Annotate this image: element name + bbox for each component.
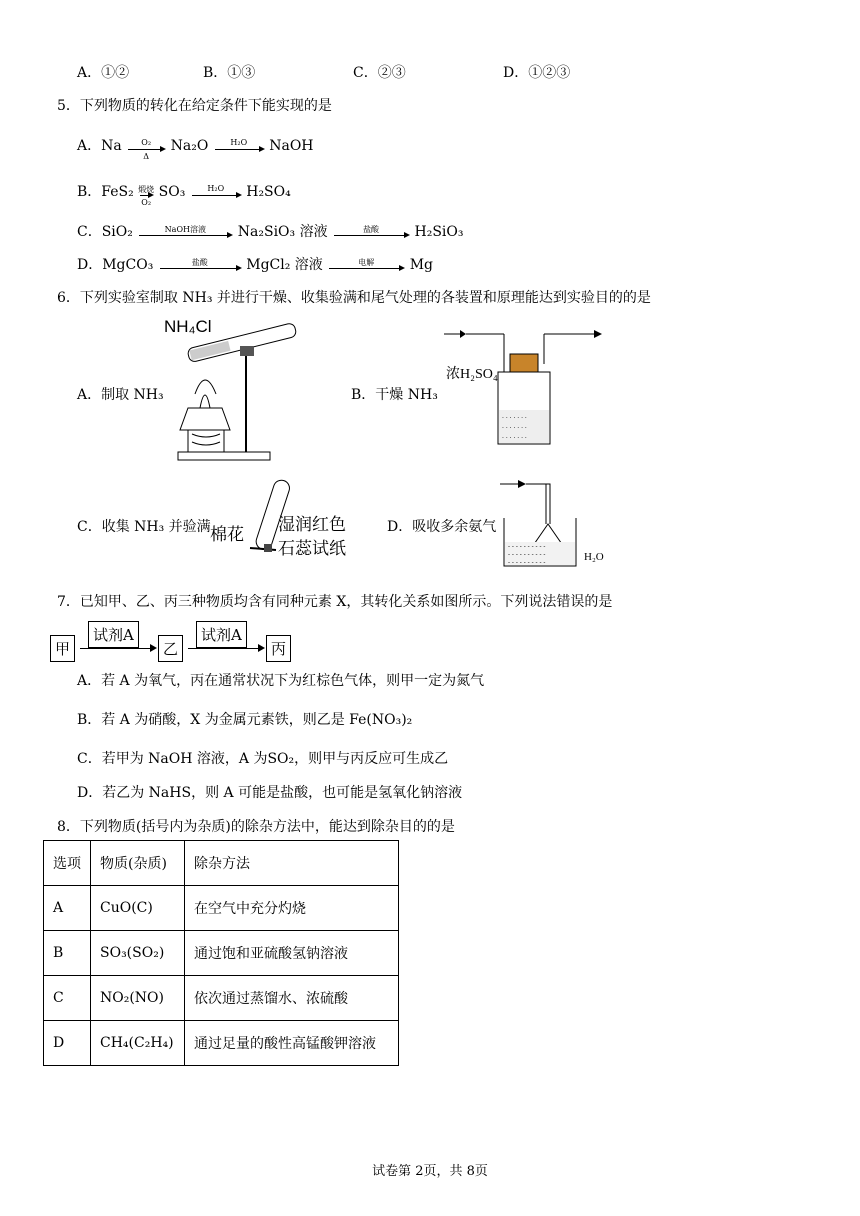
q5-stem: 5．下列物质的转化在给定条件下能实现的是	[57, 98, 332, 114]
svg-text:- - - - - - - - - -: - - - - - - - - - -	[508, 559, 546, 566]
q8-table	[43, 840, 399, 1066]
cotton-label: 棉花	[210, 525, 244, 544]
q7-option-a: A．若 A 为氧气，丙在通常状况下为红棕色气体，则甲一定为氮气	[77, 673, 485, 689]
h2so4-label: 浓H₂SO₄	[446, 367, 498, 382]
q4-option-d: D．①②③	[503, 65, 571, 81]
collection-tube-figure	[206, 478, 366, 564]
row-option: B	[44, 931, 91, 976]
box-jia: 甲	[50, 635, 75, 662]
q5-option-a: A．Na $\frac{\text{O₂}}{\Delta}$ Na₂O H₂O NaOH	[77, 138, 314, 161]
q4-option-b: B．①③	[203, 65, 256, 81]
row-method: 通过足量的酸性高锰酸钾溶液	[185, 1021, 399, 1066]
q5-option-d: D．MgCO₃ 盐酸 MgCl₂ 溶液 电解 Mg	[77, 257, 433, 273]
box-yi: 乙	[158, 635, 183, 662]
wash-bottle-figure	[444, 324, 612, 448]
header-substance: 物质(杂质)	[91, 841, 185, 886]
svg-text:. . . . . . .: . . . . . . .	[502, 413, 527, 420]
q8-stem: 8．下列物质(括号内为杂质)的除杂方法中，能达到除杂目的的是	[57, 819, 455, 835]
page-footer: 试卷第 2页，共 8页	[372, 1164, 488, 1179]
q6-option-d: D．吸收多余氨气	[387, 519, 497, 535]
q6-stem: 6．下列实验室制取 NH₃ 并进行干燥、收集验满和尾气处理的各装置和原理能达到实验目的的是	[57, 290, 651, 306]
table-row	[44, 1021, 399, 1066]
table-row	[44, 886, 399, 931]
row-substance: CuO(C)	[91, 886, 185, 931]
litmus-label-1: 湿润红色	[278, 515, 346, 534]
svg-text:. . . . . . .: . . . . . . .	[502, 423, 527, 430]
q6-option-c: C．收集 NH₃ 并验满	[77, 519, 211, 535]
q7-option-c: C．若甲为 NaOH 溶液，A 为SO₂，则甲与丙反应可生成乙	[77, 751, 449, 767]
row-option: C	[44, 976, 91, 1021]
header-method: 除杂方法	[185, 841, 399, 886]
q4-option-c: C．②③	[353, 65, 406, 81]
row-method: 在空气中充分灼烧	[185, 886, 399, 931]
q7-stem: 7．已知甲、乙、丙三种物质均含有同种元素 X，其转化关系如图所示。下列说法错误的是	[57, 594, 613, 610]
table-header-row	[44, 841, 399, 886]
svg-text:- - - - - - - - - -: - - - - - - - - - -	[508, 551, 546, 558]
water-label: H₂O	[584, 551, 604, 563]
row-option: A	[44, 886, 91, 931]
row-method: 依次通过蒸馏水、浓硫酸	[185, 976, 399, 1021]
reagent-box-2: 试剂A	[196, 621, 247, 648]
table-row	[44, 931, 399, 976]
heating-apparatus-figure	[160, 312, 320, 468]
q6-option-b: B．干燥 NH₃	[351, 387, 438, 403]
svg-text:. . . . . . .: . . . . . . .	[502, 433, 527, 440]
q5-option-c: C．SiO₂ NaOH溶液 Na₂SiO₃ 溶液 盐酸 H₂SiO₃	[77, 224, 464, 240]
nh4cl-label: NH₄Cl	[164, 317, 212, 336]
q5-option-b: B．FeS₂ 煅烧 O₂ SO₃ H₂O H₂SO₄	[77, 184, 291, 207]
q7-option-b: B．若 A 为硝酸，X 为金属元素铁，则乙是 Fe(NO₃)₂	[77, 712, 413, 728]
reagent-box-1: 试剂A	[88, 621, 139, 648]
table-row	[44, 976, 399, 1021]
row-substance: CH₄(C₂H₄)	[91, 1021, 185, 1066]
row-substance: SO₃(SO₂)	[91, 931, 185, 976]
q7-option-d: D．若乙为 NaHS，则 A 可能是盐酸，也可能是氢氧化钠溶液	[77, 785, 463, 801]
q6-option-a: A．制取 NH₃	[77, 387, 164, 403]
row-method: 通过饱和亚硫酸氢钠溶液	[185, 931, 399, 976]
header-option: 选项	[44, 841, 91, 886]
absorption-beaker-figure	[500, 478, 620, 572]
svg-text:- - - - - - - - - -: - - - - - - - - - -	[508, 543, 546, 550]
row-substance: NO₂(NO)	[91, 976, 185, 1021]
box-bing: 丙	[266, 635, 291, 662]
litmus-label-2: 石蕊试纸	[278, 539, 346, 558]
q4-option-a: A．①②	[77, 65, 130, 81]
row-option: D	[44, 1021, 91, 1066]
